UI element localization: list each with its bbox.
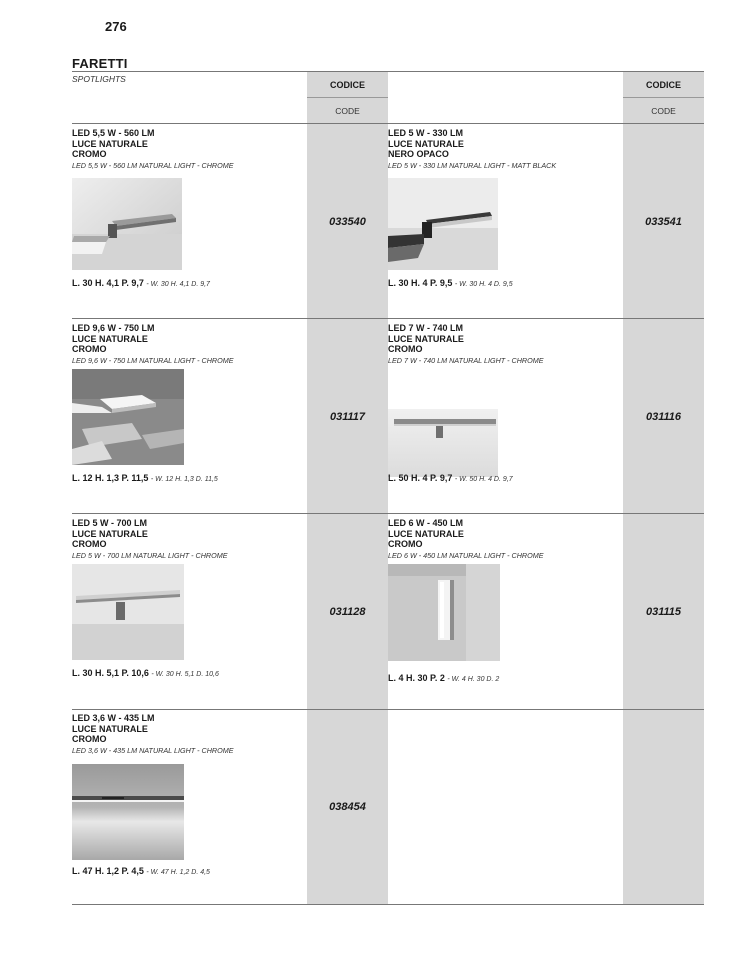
product-name: LED 5 W - 700 LM LUCE NATURALE CROMO <box>72 518 148 549</box>
product-image <box>72 764 184 860</box>
product-entry <box>72 518 304 688</box>
product-description: LED 5 W - 700 LM NATURAL LIGHT - CHROME <box>72 550 228 560</box>
product-dimensions: L. 12 H. 1,3 P. 11,5 - W. 12 H. 1,3 D. 11,5 <box>72 473 218 483</box>
product-code: 031117 <box>329 411 366 423</box>
product-code: 033540 <box>329 216 366 228</box>
product-name: LED 6 W - 450 LM LUCE NATURALE CROMO <box>388 518 464 549</box>
product-code: 031116 <box>645 411 682 423</box>
code-column-right <box>623 72 704 905</box>
code-header-divider <box>307 97 388 98</box>
section-subtitle: SPOTLIGHTS <box>72 74 126 84</box>
product-name: LED 5,5 W - 560 LM LUCE NATURALE CROMO <box>72 128 155 159</box>
product-dimensions: L. 4 H. 30 P. 2 - W. 4 H. 30 D. 2 <box>388 673 500 683</box>
product-dimensions: L. 30 H. 4 P. 9,5 - W. 30 H. 4 D. 9,5 <box>388 278 513 288</box>
product-dimensions: L. 47 H. 1,2 P. 4,5 - W. 47 H. 1,2 D. 4,5 <box>72 866 210 876</box>
code-header-sublabel: CODE <box>335 106 360 116</box>
product-description: LED 9,6 W - 750 LM NATURAL LIGHT - CHROME <box>72 355 234 365</box>
product-name: LED 3,6 W - 435 LM LUCE NATURALE CROMO <box>72 713 155 744</box>
product-entry <box>388 518 620 693</box>
product-description: LED 7 W - 740 LM NATURAL LIGHT - CHROME <box>388 355 544 365</box>
product-code: 033541 <box>645 216 682 228</box>
product-image <box>388 178 498 270</box>
product-code: 031128 <box>329 606 366 618</box>
product-entry <box>388 128 620 298</box>
product-image <box>72 178 182 270</box>
product-name: LED 7 W - 740 LM LUCE NATURALE CROMO <box>388 323 464 354</box>
product-entry <box>72 713 304 883</box>
bottom-divider <box>72 904 704 905</box>
product-name: LED 9,6 W - 750 LM LUCE NATURALE CROMO <box>72 323 155 354</box>
code-header-label: CODICE <box>645 80 681 90</box>
product-image <box>72 369 184 465</box>
row-divider <box>72 709 704 710</box>
product-description: LED 6 W - 450 LM NATURAL LIGHT - CHROME <box>388 550 544 560</box>
product-code: 031115 <box>645 606 682 618</box>
product-description: LED 5,5 W - 560 LM NATURAL LIGHT - CHROME <box>72 160 234 170</box>
product-entry <box>72 128 304 298</box>
section-title: FARETTI <box>72 56 128 71</box>
code-header-label: CODICE <box>329 80 365 90</box>
code-header-sublabel: CODE <box>651 106 676 116</box>
product-dimensions: L. 30 H. 5,1 P. 10,6 - W. 30 H. 5,1 D. 10,6 <box>72 668 219 678</box>
product-dimensions: L. 50 H. 4 P. 9,7 - W. 50 H. 4 D. 9,7 <box>388 473 513 483</box>
product-description: LED 5 W - 330 LM NATURAL LIGHT - MATT BLACK <box>388 160 557 170</box>
product-entry <box>388 323 620 493</box>
code-column-left <box>307 72 388 905</box>
product-description: LED 3,6 W - 435 LM NATURAL LIGHT - CHROME <box>72 745 234 755</box>
row-divider <box>72 513 704 514</box>
product-entry <box>72 323 304 493</box>
product-dimensions: L. 30 H. 4,1 P. 9,7 - W. 30 H. 4,1 D. 9,7 <box>72 278 210 288</box>
page-number: 276 <box>105 19 127 34</box>
product-code: 038454 <box>329 801 366 813</box>
top-divider <box>72 71 704 72</box>
product-image <box>388 564 500 661</box>
code-header-divider <box>623 97 704 98</box>
row-divider <box>72 318 704 319</box>
row-divider <box>72 123 704 124</box>
product-image <box>72 564 184 660</box>
product-name: LED 5 W - 330 LM LUCE NATURALE NERO OPACO <box>388 128 464 159</box>
